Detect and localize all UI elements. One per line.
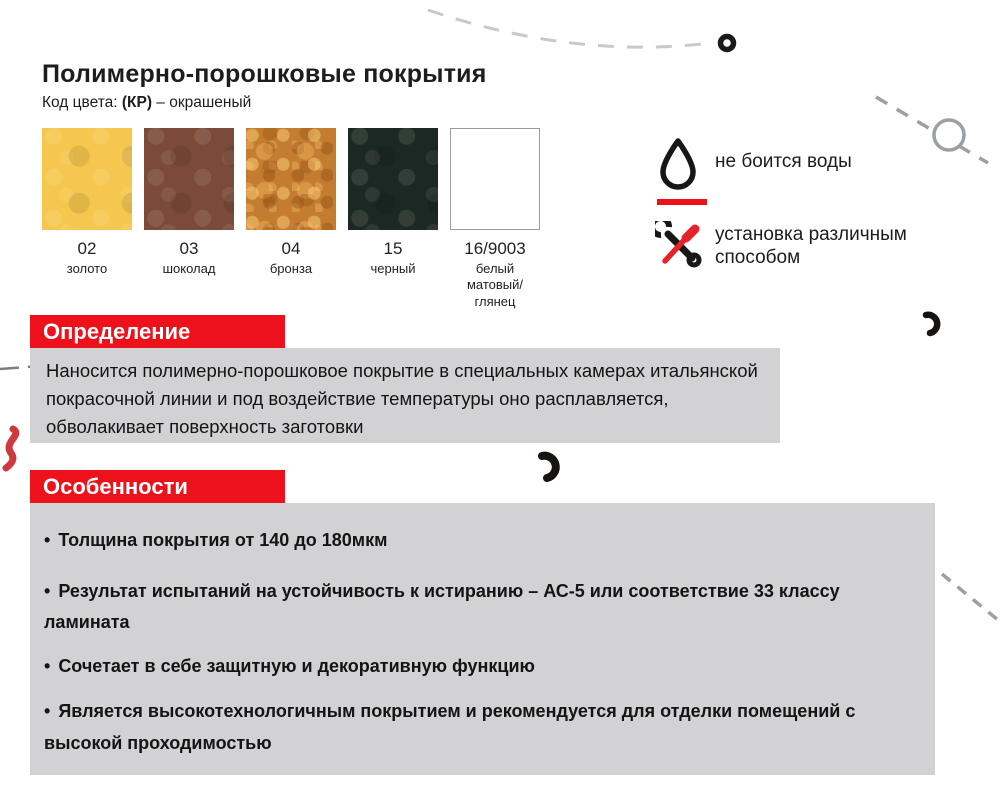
swatch-code: 04: [281, 239, 301, 258]
swatch-name: белый матовый/глянец: [466, 261, 524, 309]
swatch-code: 03: [179, 239, 199, 258]
water-drop-icon: [655, 136, 715, 205]
comma-decoration-large: [534, 450, 564, 486]
color-swatch-black: [348, 128, 438, 310]
swatch-code: 16/9003: [464, 239, 526, 258]
feature-water: [655, 136, 965, 205]
swatch-name: бронза: [269, 261, 313, 276]
color-swatch-bronze: [246, 128, 336, 310]
swatch-chip-black: [348, 128, 438, 230]
swatch-name: золото: [66, 261, 108, 276]
color-code-value: (КР): [121, 94, 152, 111]
feature-bullet: • Толщина покрытия от 140 до 180мкм: [44, 525, 917, 557]
red-squiggle-decoration: [0, 424, 30, 472]
feature-bullet: • Сочетает в себе защитную и декоративную функцию: [44, 651, 917, 683]
section-heading-definition: [30, 315, 285, 348]
top-dashed-curve-decoration: [420, 0, 750, 62]
swatch-chip-bronze: [246, 128, 336, 230]
color-code-note: [42, 94, 487, 112]
section-heading-label: Определение: [43, 319, 191, 344]
color-code-prefix: Код цвета:: [42, 94, 122, 111]
feature-label: не боится воды: [715, 151, 852, 172]
color-swatch-gold: [42, 128, 132, 310]
color-swatch-row: [42, 128, 540, 310]
page-title: Полимерно-порошковые покрытия: [42, 60, 487, 88]
features-text-panel: [30, 503, 935, 775]
feature-install: [655, 221, 965, 274]
swatch-chip-white: [450, 128, 540, 230]
swatch-chip-gold: [42, 128, 132, 230]
swatch-chip-chocolate: [144, 128, 234, 230]
wrench-screwdriver-icon: [655, 221, 715, 274]
section-heading-label: Особенности: [43, 474, 188, 499]
color-swatch-chocolate: [144, 128, 234, 310]
donut-dot-icon: [721, 37, 734, 50]
swatch-code: 02: [77, 239, 97, 258]
feature-bullet: • Является высокотехнологичным покрытием и рекомендуется для отделки помещений с высокой проходимостью: [44, 696, 917, 759]
comma-decoration-small: [920, 310, 944, 340]
section-heading-features: [30, 470, 285, 503]
color-swatch-white: [450, 128, 540, 310]
feature-label: установка различным способом: [715, 224, 907, 269]
swatch-name: шоколад: [162, 261, 216, 276]
feature-bullet: • Результат испытаний на устойчивость к истиранию – АС-5 или соответствие 33 классу ламината: [44, 576, 917, 639]
red-underline-bar: [657, 199, 707, 205]
color-code-suffix: – окрашеный: [152, 94, 252, 111]
header: [42, 60, 487, 112]
swatch-name: черный: [370, 261, 416, 276]
swatch-code: 15: [383, 239, 403, 258]
bottom-right-dashes-decoration: [938, 566, 1000, 628]
definition-text: Наносится полимерно-порошковое покрытие в специальных камерах итальянской покрасочной линии и под воздействие температуры оно расплавляется, обволакивает поверхность заготовки: [30, 348, 780, 443]
feature-list: [655, 136, 965, 290]
